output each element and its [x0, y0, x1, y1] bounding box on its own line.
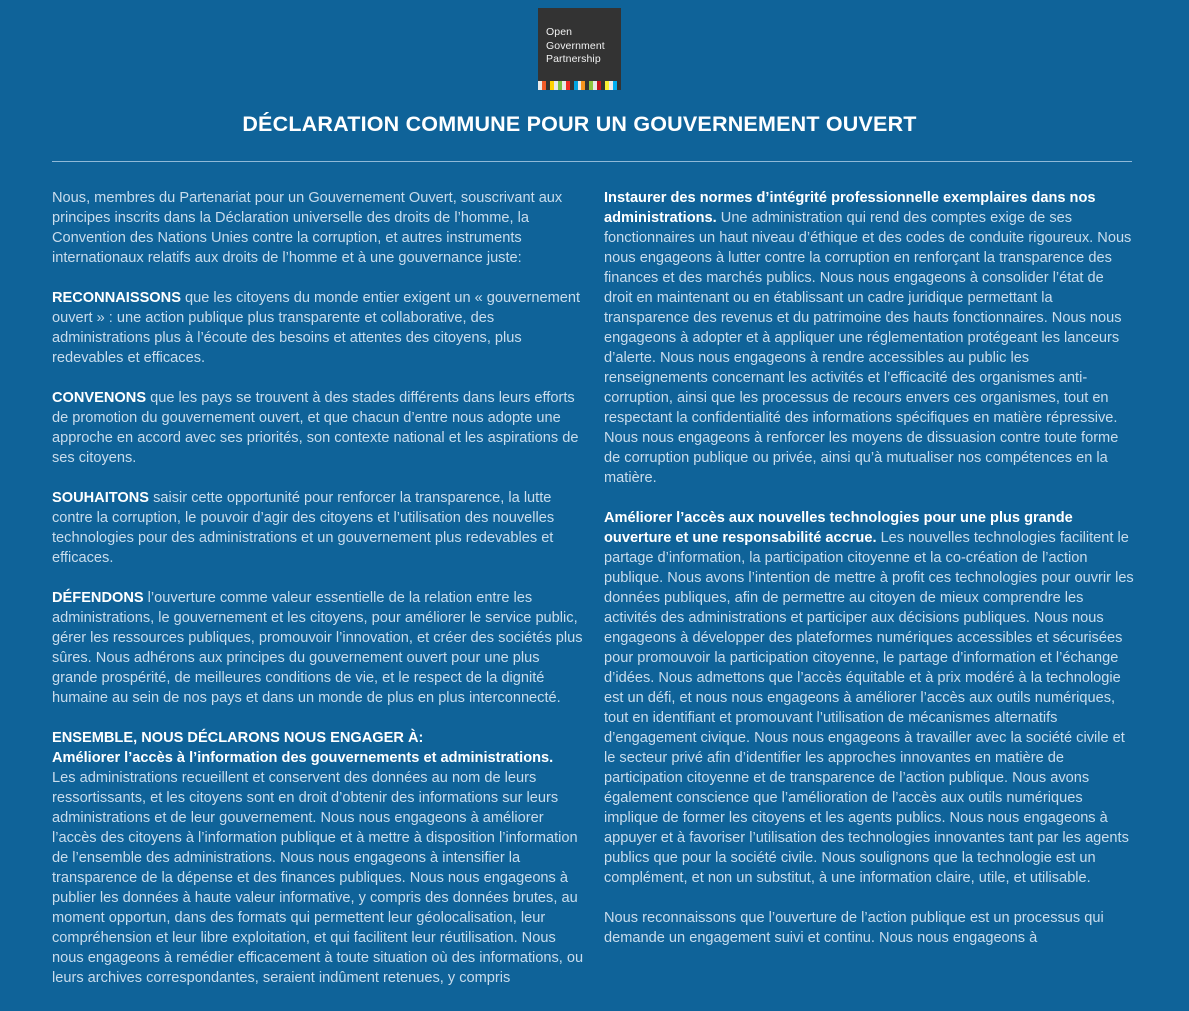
paragraph-ensemble: [52, 728, 586, 988]
paragraph-souhaitons: [52, 488, 586, 568]
paragraph-integrite: [604, 188, 1134, 488]
logo-stripes: [538, 81, 621, 90]
paragraph-text: saisir cette opportunité pour renforcer la transparence, la lutte contre la corruption, le pouvoir d’agir des citoyens et l’utilisation des nouvelles technologies pour des administrations et un gouvernement plus redevables et efficaces.: [52, 490, 555, 566]
ogp-logo: [538, 8, 621, 90]
title-divider: [52, 161, 1132, 162]
keyword: SOUHAITONS: [52, 490, 150, 506]
left-column: [52, 188, 586, 1008]
paragraph-reconnaissons-processus: Nous reconnaissons que l’ouverture de l’action publique est un processus qui demande un engagement suivi et continu. Nous nous engageons à: [604, 910, 1104, 946]
paragraph-text: que les pays se trouvent à des stades différents dans leurs efforts de promotion du gouvernement ouvert, et que chacun d’entre nous adopte une approche en accord avec ses priorités, son contexte national et les aspirations de ses citoyens.: [52, 390, 579, 466]
intro-paragraph: Nous, membres du Partenariat pour un Gouvernement Ouvert, souscrivant aux principes inscrits dans la Déclaration universelle des droits de l’homme, la Convention des Nations Unies contre la corruption, et autres instruments internationaux relatifs aux droits de l’homme et à une gouvernance juste:: [52, 190, 563, 266]
paragraph-text: que les citoyens du monde entier exigent un « gouvernement ouvert » : une action publique plus transparente et collaborative, des administrations plus à l’écoute des besoins et attentes des citoyens, plus redevables et efficaces.: [52, 290, 581, 366]
right-column: [604, 188, 1134, 968]
section-heading: ENSEMBLE, NOUS DÉCLARONS NOUS ENGAGER À:: [52, 730, 424, 746]
paragraph-defendons: [52, 588, 586, 708]
paragraph-reconnaissons: [52, 288, 586, 368]
paragraph-technologies: [604, 508, 1134, 888]
paragraph-convenons: [52, 388, 586, 468]
paragraph-text: Les administrations recueillent et conservent des données au nom de leurs ressortissants, et les citoyens sont en droit d’obtenir des informations sur leurs administrations et de leur gouvernement. Nous nous engageons à améliorer l’accès des citoyens à l’information publique et à mettre à disposition l’information de l’ensemble des administrations. Nous nous engageons à intensifier la transparence de la dépense et des finances publiques. Nous nous engageons à publier les données à haute valeur informative, y compris des données brutes, au moment opportun, dans des formats qui permettent leur géolocalisation, leur compréhension et leur libre exploitation, et qui facilitent leur réutilisation. Nous nous engageons à remédier efficacement à toute situation où des informations, ou leurs archives correspondantes, seraient indûment retenues, y compris: [52, 770, 584, 986]
keyword: CONVENONS: [52, 390, 147, 406]
logo-line: Open: [546, 26, 573, 38]
keyword: DÉFENDONS: [52, 590, 144, 606]
paragraph-lead: Instaurer des normes d’intégrité professionnelle exemplaires dans nos administrations.: [604, 190, 1096, 226]
paragraph-lead: Améliorer l’accès aux nouvelles technologies pour une plus grande ouverture et une responsabilité accrue.: [604, 510, 1073, 546]
keyword: RECONNAISSONS: [52, 290, 181, 306]
paragraph-text: Une administration qui rend des comptes exige de ses fonctionnaires un haut niveau d’éthique et des codes de conduite rigoureux. Nous nous engageons à lutter contre la corruption en renforçant la transparence des finances et des marchés publics. Nous nous engageons à consolider l’état de droit en maintenant ou en établissant un cadre juridique permettant la transparence des revenus et du patrimoine des hauts fonctionnaires. Nous nous engageons à adopter et à appliquer une réglementation protégeant les lanceurs d’alerte. Nous nous engageons à rendre accessibles au public les renseignements concernant les activités et l’efficacité des organismes anti-corruption, ainsi que les processus de recours envers ces organismes, tout en respectant la confidentialité des informations spécifiques en matière répressive. Nous nous engageons à renforcer les moyens de dissuasion contre toute forme de corruption publique ou privée, ainsi qu’à mutualiser nos compétences en la matière.: [604, 210, 1132, 486]
logo-text: [546, 26, 605, 67]
logo-stripe: [617, 81, 621, 90]
page-title: DÉCLARATION COMMUNE POUR UN GOUVERNEMENT OUVERT: [242, 112, 917, 136]
logo-line: Government: [546, 39, 605, 52]
logo-line: Partnership: [546, 53, 601, 65]
paragraph-text: l’ouverture comme valeur essentielle de la relation entre les administrations, le gouvernement et les citoyens, pour améliorer le service public, gérer les ressources publiques, promouvoir l’innovation, et créer des sociétés plus sûres. Nous adhérons aux principes du gouvernement ouvert pour une plus grande prospérité, de meilleures conditions de vie, et le respect de la dignité humaine au sein de nos pays et dans un monde de plus en plus interconnecté.: [52, 590, 583, 706]
paragraph-text: Les nouvelles technologies facilitent le partage d’information, la participation citoyenne et la co-création de l’action publique. Nous avons l’intention de mettre à profit ces technologies pour ouvrir les données publiques, afin de permettre au citoyen de mieux comprendre les activités des administrations et participer aux décisions publiques. Nous nous engageons à développer des plateformes numériques accessibles et sécurisées pour promouvoir la participation citoyenne, le partage d’information et l’échange d’idées. Nous admettons que l’accès équitable et à prix modéré à la technologie est un défi, et nous nous engageons à améliorer l’accès aux outils numériques, tout en identifiant et promouvant l’utilisation de mécanismes alternatifs d’engagement civique. Nous nous engageons à travailler avec la société civile et le secteur privé afin d’identifier les approches innovantes en matière de participation citoyenne et de transparence de l’action publique. Nous avons également conscience que l’amélioration de l’accès aux outils numériques implique de former les citoyens et les agents publics. Nous nous engageons à appuyer et à favoriser l’utilisation des technologies innovantes tant par les agents publics que pour la société civile. Nous soulignons que la technologie est un complément, et non un substitut, à une information claire, utile, et utilisable.: [604, 530, 1134, 886]
section-subheading: Améliorer l’accès à l’information des gouvernements et administrations.: [52, 750, 554, 766]
